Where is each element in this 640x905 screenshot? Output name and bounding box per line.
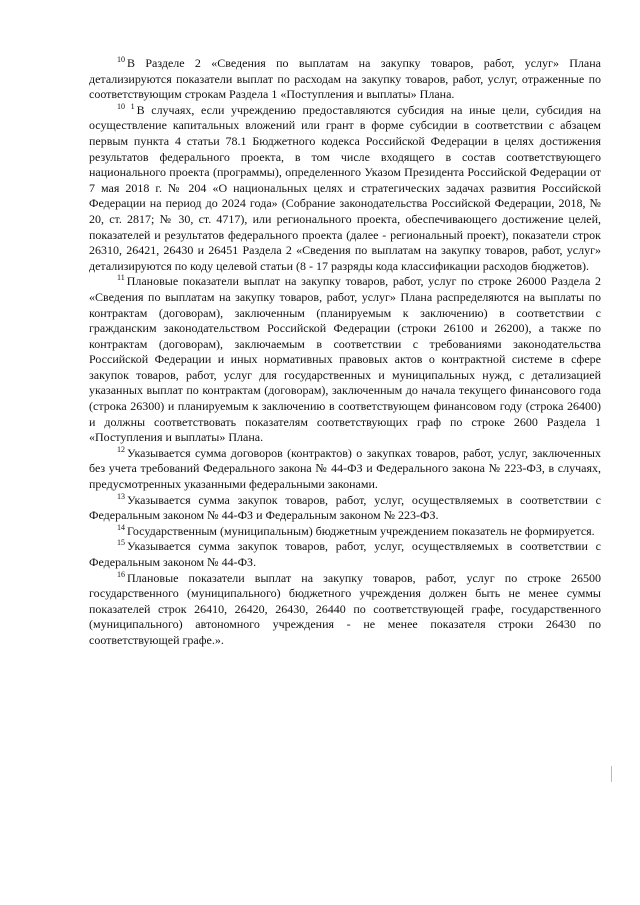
footnote-13: [89, 493, 601, 524]
footnote-text: В Разделе 2 «Сведения по выплатам на закупку товаров, работ, услуг» Плана детализируются показатели выплат по расходам на закупку товаров, работ, услуг, отраженные по соответствующим строкам Раздела 1 «Поступления и выплаты» Плана.: [89, 56, 601, 102]
footnote-14: [89, 524, 601, 540]
footnote-text: Указывается сумма договоров (контрактов) о закупках товаров, работ, услуг, заключенных без учета требований Федерального закона № 44-ФЗ и Федерального закона № 223-ФЗ, в случаях, предусмотренных указанными федеральными законами.: [89, 445, 601, 492]
footnote-number: 10: [117, 55, 125, 64]
document-body: [89, 56, 601, 649]
footnote-text: Плановые показатели выплат на закупку товаров, работ, услуг по строке 26500 государственного (муниципального) бюджетного учреждения должен быть не менее суммы показателей строк 26410, 26420, 26430, 26440 по соответствующей графе, государственного (муниципального) автономного учреждения - не менее показателя строки 26430 по соответствующей графе.».: [89, 570, 601, 647]
footnote-number: 11: [117, 273, 125, 283]
footnote-11: [89, 274, 601, 446]
footnote-16: [89, 571, 601, 649]
footnote-15: [89, 539, 601, 570]
footnote-10: [89, 56, 601, 103]
footnote-text: Указывается сумма закупок товаров, работ, услуг, осуществляемых в соответствии с Федеральным законом № 44-ФЗ.: [89, 539, 601, 569]
footnote-text: Плановые показатели выплат на закупку товаров, работ, услуг по строке 26000 Раздела 2 «Сведения по выплатам на закупку товаров, работ, услуг» Плана распределяются на выплаты по контрактам (договорам), заключенным (планируемым к заключению) в соответствии с гражданским законодательством Российской Федерации (строки 26100 и 26200), а также по контрактам (договорам), заключаемым в соответствии с требованиями законодательства Российской Федерации и иных нормативных правовых актов о контрактной системе в сфере закупок товаров, работ, услуг для государственных и муниципальных нужд, с детализацией указанных выплат по контрактам (договорам), заключенным до начала текущего финансового года (строка 26300) и планируемым к заключению в соответствующем финансовом году (строка 26400) и должны соответствовать показателям соответствующих граф по строке 2600 Раздела 1 «Поступления и выплаты» Плана.: [89, 274, 601, 445]
footnote-12: [89, 446, 601, 493]
footnote-number: 16: [117, 569, 125, 579]
footnote-text: В случаях, если учреждению предоставляются субсидия на иные цели, субсидия на осуществление капитальных вложений или грант в форме субсидии в соответствии с абзацем первым пункта 4 статьи 78.1 Бюджетного кодекса Российской Федерации в целях достижения результатов федерального проекта, в том числе входящего в состав соответствующего национального проекта (программы), определенного Указом Президента Российской Федерации от 7 мая 2018 г. № 204 «О национальных целях и стратегических задачах развития Российской Федерации на период до 2024 года» (Собрание законодательства Российской Федерации, 2018, № 20, ст. 2817; № 30, ст. 4717), или регионального проекта, обеспечивающего достижение целей, показателей и результатов федерального проекта (далее - региональный проект), показатели строк 26310, 26421, 26430 и 26451 Раздела 2 «Сведения по выплатам на закупку товаров, работ, услуг» детализируются по коду целевой статьи (8 - 17 разряды кода классификации расходов бюджетов).: [89, 102, 602, 273]
footnote-number: 15: [117, 538, 125, 548]
scan-mark: [611, 766, 612, 782]
footnote-text: Указывается сумма закупок товаров, работ, услуг, осуществляемых в соответствии с Федеральным законом № 44-ФЗ и Федеральным законом № 223-ФЗ.: [89, 492, 601, 523]
footnote-number: 13: [117, 491, 125, 501]
footnote-text: Государственным (муниципальным) бюджетным учреждением показатель не формируется.: [127, 523, 595, 538]
footnote-10-1: [89, 103, 601, 275]
footnote-number: 10 1: [117, 101, 135, 111]
footnote-number: 14: [117, 522, 125, 532]
footnote-number: 12: [117, 444, 125, 454]
